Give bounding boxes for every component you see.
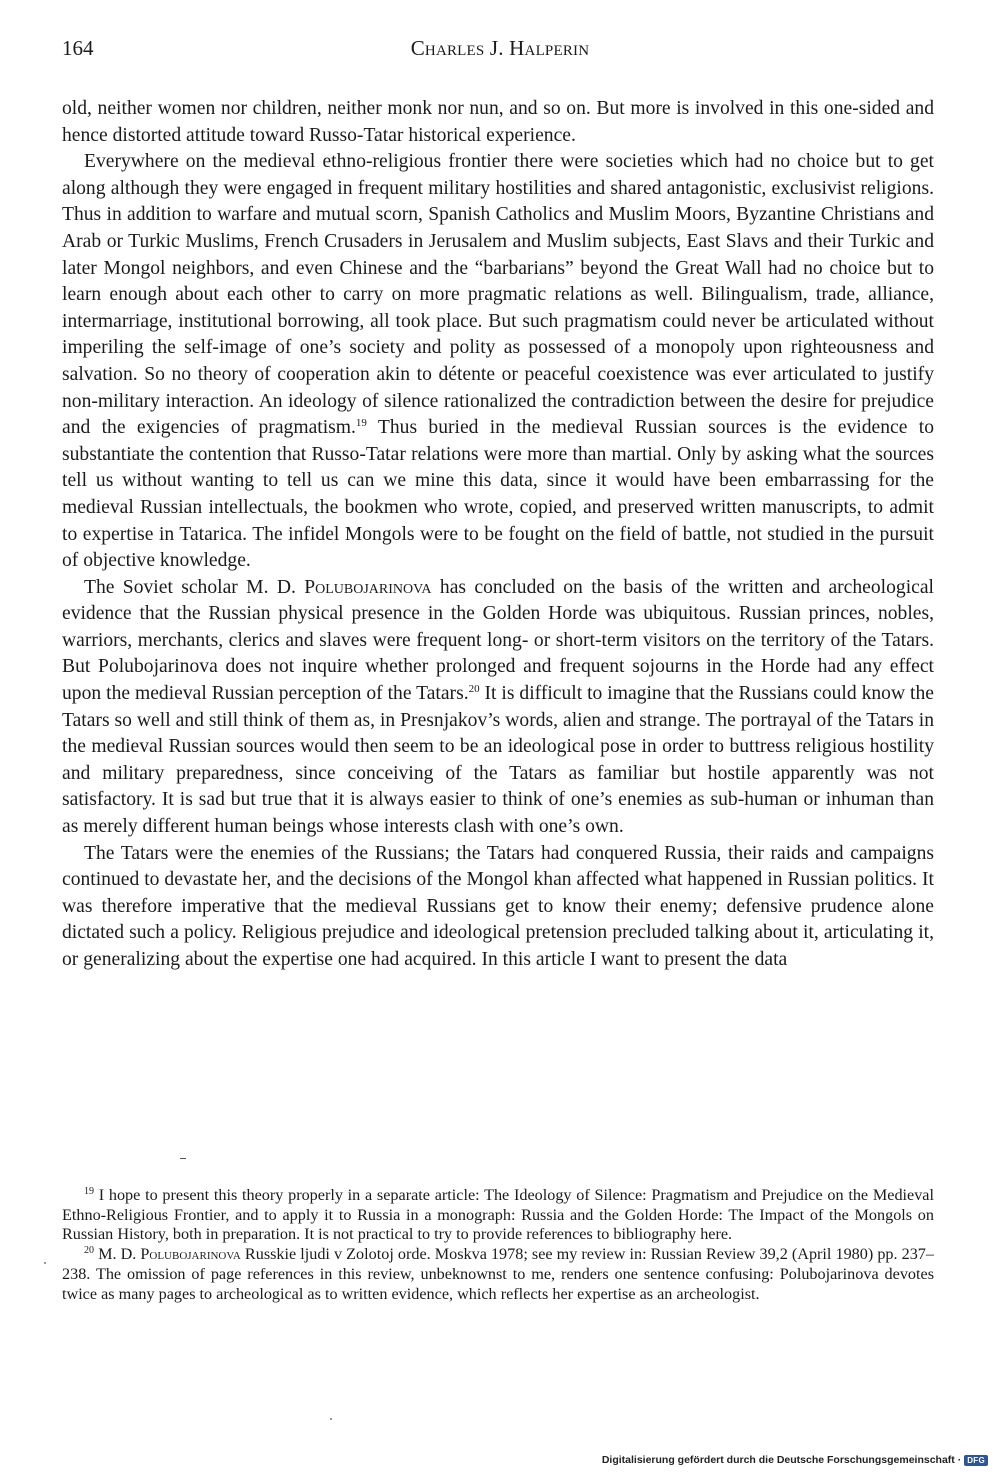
cited-author: Polubojarinova: [304, 576, 432, 598]
paragraph-text: The Soviet scholar M. D.: [84, 576, 305, 598]
paragraph: [62, 575, 934, 841]
footnote-separator: [180, 1158, 186, 1159]
footnote-text: Russkie ljudi v Zolotoj orde. Moskva 1978; see my review in: Russian Review 39,2 (April 1980) pp. 237–238. The omission of page references in this review, unbeknownst to me, renders one sentence confusing: Polubojarinova devotes twice as many pages to archeological as to written evidence, which reflects her expertise as an archeologist.: [62, 1245, 934, 1303]
colophon-text: Digitalisierung gefördert durch die Deutsche Forschungsgemeinschaft ·: [601, 1454, 962, 1466]
footnote-text: M. D.: [94, 1245, 141, 1264]
paragraph: The Tatars were the enemies of the Russians; the Tatars had conquered Russia, their raids and campaigns continued to devastate her, and the decisions of the Mongol khan affected what happened in Russian politics. It was therefore imperative that the medieval Russians get to know their enemy; defensive prudence alone dictated such a policy. Religious prejudice and ideological pretension precluded talking about it, articulating it, or generalizing about the expertise one had acquired. In this article I want to present the data: [62, 842, 934, 970]
footnote-ref-20[interactable]: 20: [468, 683, 480, 696]
dfg-logo-icon: DFG: [964, 1455, 988, 1466]
scan-speck: [44, 1262, 46, 1264]
footnotes: [62, 1186, 934, 1304]
cited-author: Polubojarinova: [140, 1245, 241, 1264]
paragraph-text: Thus buried in the medieval Russian sources is the evidence to substantiate the contention that Russo-Tatar relations were more than martial. Only by asking what the sources tell us without wanting to tell us can we mine this data, since it would have been embarrassing for the medieval Russian intellectuals, the bookmen who wrote, copied, and preserved written manuscripts, to admit to expertise in Tatarica. The infidel Mongols were to be fought on the field of battle, not studied in the pursuit of objective knowledge.: [62, 417, 934, 572]
page-number: 164: [62, 36, 94, 60]
footnote-ref-19[interactable]: 19: [355, 417, 367, 430]
digitization-colophon: [602, 1454, 988, 1466]
author-name: Charles J. Halperin: [410, 36, 590, 60]
paragraph: [62, 149, 934, 575]
paragraph-text: It is difficult to imagine that the Russians could know the Tatars so well and still think of them as, in Presnjakov’s words, alien and strange. The portrayal of the Tatars in the medieval Russian sources would then seem to be an ideological pose in order to buttress religious hostility and military preparedness, since conceiving of the Tatars as familiar but hostile apparently was not satisfactory. It is sad but true that it is always easier to think of one’s enemies as sub-human or inhuman than as merely different human beings whose interests clash with one’s own.: [62, 683, 934, 838]
paragraph-text: has concluded on the basis of the written and archeological evidence that the Russian physical presence in the Golden Horde was ubiquitous. Russian princes, nobles, warriors, merchants, clerics and slaves were frequent long- or short-term visitors on the territory of the Tatars. But Polubojarinova does not inquire whether prolonged and frequent sojourns in the Horde had any effect upon the medieval Russian perception of the Tatars.: [62, 576, 934, 705]
footnote-19: [62, 1186, 934, 1245]
paragraph: old, neither women nor children, neither monk nor nun, and so on. But more is involved in this one-sided and hence distorted attitude toward Russo-Tatar historical experience.: [62, 98, 934, 146]
running-head-author: [0, 36, 1000, 61]
paragraph-text: Everywhere on the medieval ethno-religious frontier there were societies which had no choice but to get along although they were engaged in frequent military hostilities and shared antagonistic, exclusivist religions. Thus in addition to warfare and mutual scorn, Spanish Catholics and Muslim Moors, Byzantine Christians and Arab or Turkic Muslims, French Crusaders in Jerusalem and Muslim subjects, East Slavs and their Turkic and later Mongol neighbors, and even Chinese and the “barbarians” beyond the Great Wall had no choice but to learn enough about each other to carry on more pragmatic relations as well. Bilingualism, trade, alliance, intermarriage, institutional borrowing, all took place. But such pragmatism could never be articulated without imperiling the self-image of one’s society and polity as possessed of a monopoly upon righteousness and salvation. So no theory of cooperation akin to détente or peaceful coexistence was ever articulated to justify non-military interaction. An ideology of silence rationalized the contradiction between the desire for prejudice and the exigencies of pragmatism.: [62, 151, 934, 439]
footnote-20: [62, 1245, 934, 1304]
body-text: [62, 96, 934, 974]
scan-speck: [330, 1418, 332, 1420]
footnote-number: 19: [84, 1186, 94, 1197]
footnote-number: 20: [84, 1245, 94, 1257]
footnote-text: I hope to present this theory properly in a separate article: The Ideology of Silence: Pragmatism and Prejudice on the Medieval Ethno-Religious Frontier, and to apply it to Russia in a monograph: Russia and the Golden Horde: The Impact of the Mongols on Russian History, both in preparation. It is not practical to try to provide references to bibliography here.: [62, 1186, 934, 1244]
